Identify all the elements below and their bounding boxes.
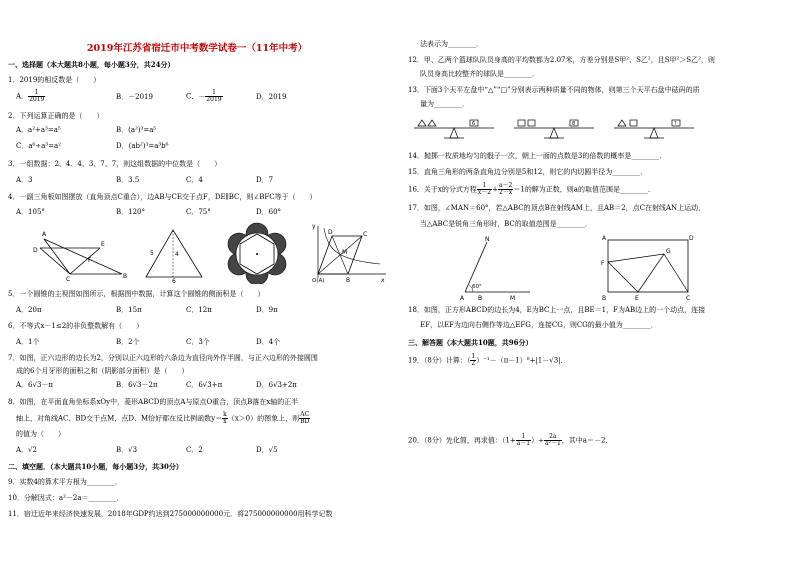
fig-label-b2: B [346, 277, 351, 284]
q3-option-c: C．4 [186, 176, 203, 184]
q7-option-b: B．6√3－2π [116, 381, 158, 389]
q8-stem: 8．如图，在平面直角坐标系xOy中，菱形ABCD的顶点A与原点O重合，顶点B落在x轴的正半 [8, 398, 299, 406]
q1-option-d: D．2019 [256, 93, 287, 101]
fig-label-60deg: 60° [472, 284, 482, 290]
q2-stem: 2．下列运算正确的是（ ） [8, 112, 104, 120]
fig-label-e4: E [635, 295, 639, 302]
q5-stem: 5．一个圆锥的主视图如图所示，根据图中数据，计算这个圆锥的侧面积是（ ） [8, 290, 265, 298]
q7-stem: 7．如图，正六边形的边长为2，分别以正六边形的六条边为直径向外作半圆，与正六边形的外接圆围 [8, 354, 318, 362]
q18-text-2: EF，以EF为边向右侧作等边△EFG，连接CG，则CG的最小值为________． [420, 321, 658, 329]
q16-text: 16．关于x的分式方程 $\frac{1}{x-2}$ + $\frac{a-2}{2-x}$ ＝1的解为正数，则a的取值范围是________． [408, 182, 655, 196]
q4-option-c: C．75° [186, 208, 211, 216]
q3-option-d: D．7 [256, 176, 274, 184]
q1-stem: 1．2019的相反数是（ ） [8, 76, 101, 84]
q8-option-a: A．√2 [16, 446, 37, 454]
q1-option-c: C．－ $\frac{1}{2019}$ [186, 89, 222, 103]
q10-text: 10．分解因式：a²－2a＝________． [8, 494, 124, 502]
q6-option-c: C．3个 [186, 338, 210, 346]
q12-text: 12．甲、乙两个篮球队队员身高的平均数都为2.07米，方差分别是S甲²、S乙²，且S甲²＞S乙²，则 [408, 56, 715, 64]
q5-option-c: C．12π [186, 306, 212, 314]
fig-label-f4: F [601, 260, 605, 267]
fig-label-six: 6 [172, 278, 176, 284]
fig-label-d: D [33, 247, 38, 254]
q6-option-b: B．2个 [116, 338, 140, 346]
q8-option-d: D．√5 [256, 446, 278, 454]
fig-label-y: y [312, 223, 316, 230]
section-3-heading: 三、解答题（本大题共10题，共96分） [408, 338, 533, 347]
q17-text-2: 当△ABC是锐角三角形时，BC的取值范围是________． [420, 220, 592, 228]
fig-label-f: F [88, 257, 92, 264]
q4-option-d: D．60° [256, 208, 282, 216]
q5-option-a: A．20π [16, 306, 42, 314]
q5-option-b: B．15π [116, 306, 142, 314]
weight-1: 6 [472, 121, 476, 127]
fig-label-d4: D [689, 235, 694, 242]
q6-option-a: A．1个 [16, 338, 40, 346]
fig-label-g4: G [666, 248, 671, 255]
q18-square-figure [598, 232, 698, 302]
q8-stem-2: 轴上，对角线AC、BD交于点M，点D、M恰好都在反比例函数y＝ $\frac{k}{x}$ （x＞0）的图象上，则 $\frac{AC}{BD}$ [16, 411, 310, 425]
q7-hexagon-figure [225, 222, 289, 284]
q13-text: 13．下面3个天平左盘中“△”“□”分别表示两种质量不同的物体，则第三个天平右盘中砝码的质 [408, 86, 700, 94]
q7-option-c: C．6√3+π [186, 381, 223, 389]
q17-angle-figure [455, 232, 535, 302]
fig-label-n: N [485, 236, 490, 243]
q8-option-c: C．2 [186, 446, 203, 454]
q4-stem: 4．一副三角板如图摆放（直角顶点C重合），边AB与CE交于点F，DE∥BC，则∠BFC等于（ ） [8, 193, 317, 201]
q6-stem: 6．不等式x－1≤2的非负整数解有（ ） [8, 322, 144, 330]
fig-label-m3: M [510, 295, 516, 302]
q15-text: 15．直角三角形的两条直角边分别是5和12，则它的内切圆半径为________． [408, 168, 648, 176]
fig-label-b4: B [602, 295, 607, 302]
fig-label-c4: C [686, 295, 691, 302]
q20-text: 20．（8分）先化简，再求值：（1+ $\frac{1}{a-1}$ ）÷ $\frac{2a}{\text{a²－1}}$ ，其中a＝－2． [408, 433, 613, 447]
q2-option-a: A．a²+a³=a⁵ [16, 126, 61, 134]
q18-text: 18．如图，正方形ABCD的边长为4，E为BC上一点，且BE＝1，F为AB边上的一个动点，连接 [408, 306, 706, 314]
fig-label-d2: D [328, 229, 333, 236]
q11-text-2: 法表示为________． [420, 40, 483, 48]
fig-label-c: C [66, 276, 71, 282]
q17-text: 17．如图，∠MAN＝60°，若△ABC的顶点B在射线AM上，且AB＝2，点C在射线AN上运动， [408, 204, 706, 212]
q6-option-d: D．4个 [256, 338, 281, 346]
q13-balance-figure [410, 116, 700, 146]
q12-text-2: 队员身高比较整齐的球队是________． [420, 70, 539, 78]
fig-label-b3: B [478, 295, 483, 302]
fig-label-b: B [123, 273, 128, 280]
fig-label-m: M [342, 249, 348, 256]
section-2-heading: 二、填空题．（本大题共10小题，每小题3分，共30分） [8, 462, 183, 471]
q2-option-d: D．(ab²)³=a³b⁶ [116, 142, 169, 150]
q3-option-a: A．3 [16, 176, 33, 184]
q8-stem-3: 的值为（ ） [16, 430, 65, 438]
q4-figure [30, 222, 130, 282]
q7-stem-2: 成的6个月牙形的面积之和（阴影部分面积）是（ ） [16, 367, 189, 375]
q11-text: 11．宿迁近年来经济快速发展，2018年GDP约达到275000000000元．将275000000000用科学记数 [8, 510, 333, 518]
q1-option-b: B．－2019 [116, 93, 153, 101]
q8-rhombus-figure [308, 222, 388, 284]
q9-text: 9．实数4的算术平方根为________． [8, 478, 122, 486]
fig-label-o: O(A) [312, 278, 325, 284]
q5-cone-figure [140, 222, 210, 284]
fig-label-e: E [101, 241, 105, 248]
fig-label-c2: C [363, 231, 368, 238]
q4-option-a: A．105° [16, 208, 45, 216]
q1-option-a: A． $\frac{1}{2019}$ [16, 89, 45, 103]
q4-option-b: B．120° [116, 208, 146, 216]
fig-label-a4: A [602, 235, 607, 242]
q13-text-2: 量为________． [420, 100, 469, 108]
fig-label-four: 4 [175, 251, 179, 258]
q14-text: 14．抛掷一枚质地均匀的骰子一次，朝上一面的点数是3的倍数的概率是________． [408, 152, 667, 160]
fig-label-a3: A [460, 295, 465, 302]
q3-stem: 3．一组数据：2、4、4、3、7、7，则这组数据的中位数是（ ） [8, 160, 222, 168]
fig-label-x: x [381, 277, 385, 284]
paper-title: 2019年江苏省宿迁市中考数学试卷一（11年中考） [86, 43, 308, 54]
q8-option-b: B．√3 [116, 446, 138, 454]
fig-label-five: 5 [150, 250, 154, 257]
q7-option-d: D．6√3+2π [256, 381, 297, 389]
q5-option-d: D．9π [256, 306, 278, 314]
q2-option-c: C．a⁶÷a³=a² [16, 142, 62, 150]
q2-option-b: B．(a²)³=a⁵ [116, 126, 157, 134]
q7-option-a: A．6√3－π [16, 381, 54, 389]
fig-label-a: A [42, 231, 47, 238]
section-1-heading: 一、选择题（本大题共8小题，每小题3分，共24分） [8, 60, 175, 69]
weight-3: ? [674, 121, 677, 127]
q19-text: 19．（8分）计算：（ $\frac{1}{2}$ ）⁻¹－（π－1）⁰+|1－√3|． [408, 353, 568, 367]
weight-2: 8 [572, 121, 576, 127]
q3-option-b: B．3.5 [116, 176, 140, 184]
